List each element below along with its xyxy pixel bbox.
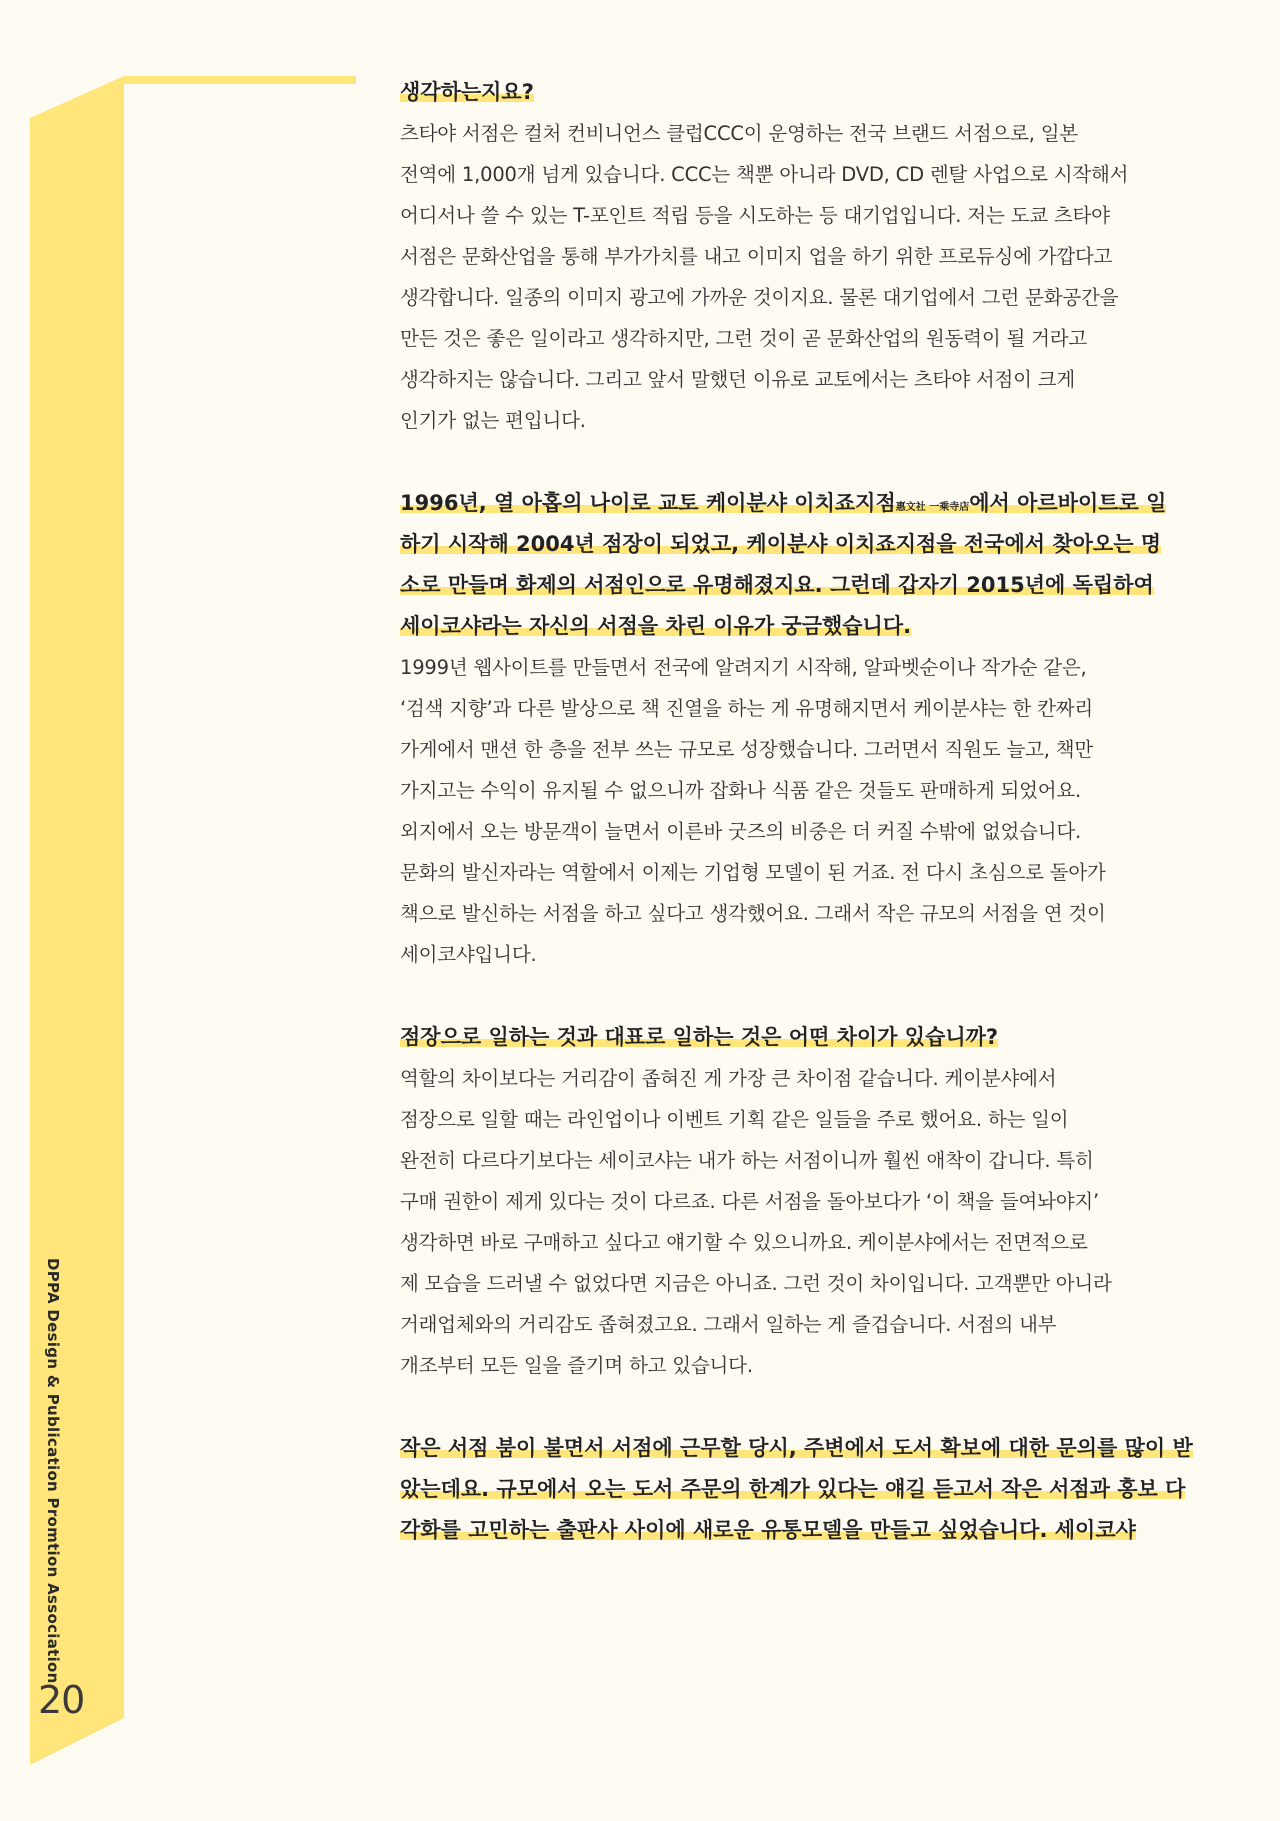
question-heading <box>400 491 1166 638</box>
section-1 <box>400 72 1220 441</box>
body-line: 제 모습을 드러낼 수 없었다면 지금은 아니죠. 그런 것이 차이입니다. 고객뿐만 아니라 <box>400 1272 1112 1295</box>
yellow-top-bar <box>124 76 356 84</box>
article-content <box>400 72 1220 1593</box>
body-line: 만든 것은 좋은 일이라고 생각하지만, 그런 것이 곧 문화산업의 원동력이 될 거라고 <box>400 327 1088 350</box>
body-line: 구매 권한이 제게 있다는 것이 다르죠. 다른 서점을 돌아보다가 ‘이 책을 들여놔야지’ <box>400 1190 1100 1213</box>
body-line: 외지에서 오는 방문객이 늘면서 이른바 굿즈의 비중은 더 커질 수밖에 없었습니다. <box>400 820 1082 843</box>
sidebar-association-label: DPPA Design & Publication Promtion Association <box>44 1258 62 1684</box>
body-line: 인기가 없는 편입니다. <box>400 409 586 432</box>
section-3 <box>400 1017 1220 1386</box>
body-line: 츠타야 서점은 컬처 컨비니언스 클럽CCC이 운영하는 전국 브랜드 서점으로, 일본 <box>400 122 1078 145</box>
body-line: 문화의 발신자라는 역할에서 이제는 기업형 모델이 된 거죠. 전 다시 초심으로 돌아가 <box>400 861 1106 884</box>
body-line: 생각하면 바로 구매하고 싶다고 얘기할 수 있으니까요. 케이분샤에서는 전면적으로 <box>400 1231 1088 1254</box>
body-line: 가게에서 맨션 한 층을 전부 쓰는 규모로 성장했습니다. 그러면서 직원도 늘고, 책만 <box>400 738 1094 761</box>
body-line: 책으로 발신하는 서점을 하고 싶다고 생각했어요. 그래서 작은 규모의 서점을 연 것이 <box>400 902 1106 925</box>
body-line: 생각합니다. 일종의 이미지 광고에 가까운 것이지요. 물론 대기업에서 그런 문화공간을 <box>400 286 1119 309</box>
question-heading: 작은 서점 붐이 불면서 서점에 근무할 당시, 주변에서 도서 확보에 대한 문의를 많이 받았는데요. 규모에서 오는 도서 주문의 한계가 있다는 얘길 듣고서 작은 서점과 홍보 다각화를 고민하는 출판사 사이에 새로운 유통모델을 만들고 싶었습니다. 세이코샤 <box>400 1436 1193 1542</box>
section-2 <box>400 483 1220 975</box>
body-line: 생각하지는 않습니다. 그리고 앞서 말했던 이유로 교토에서는 츠타야 서점이 크게 <box>400 368 1076 391</box>
question-heading-part-1: 1996년, 열 아홉의 나이로 교토 케이분샤 이치죠지점 <box>400 491 896 515</box>
body-line: 점장으로 일할 때는 라인업이나 이벤트 기획 같은 일들을 주로 했어요. 하는 일이 <box>400 1108 1069 1131</box>
body-line: 개조부터 모든 일을 즐기며 하고 있습니다. <box>400 1354 753 1377</box>
body-line: 1999년 웹사이트를 만들면서 전국에 알려지기 시작해, 알파벳순이나 작가순 같은, <box>400 656 1087 679</box>
question-heading-part-2: 에서 아르바이트로 일하기 시작해 2004년 점장이 되었고, 케이분샤 이치죠지점을 전국에서 찾아오는 명소로 만들며 화제의 서점인으로 유명해졌지요. 그런데 갑자기 2015년에 독립하여 세이코샤라는 자신의 서점을 차린 이유가 궁금했습니다. <box>400 491 1167 638</box>
question-heading: 생각하는지요? <box>400 80 534 104</box>
body-line: 완전히 다르다기보다는 세이코샤는 내가 하는 서점이니까 훨씬 애착이 갑니다. 특히 <box>400 1149 1094 1172</box>
page-number: 20 <box>38 1678 85 1722</box>
section-4 <box>400 1428 1220 1551</box>
body-line: ‘검색 지향’과 다른 발상으로 책 진열을 하는 게 유명해지면서 케이분샤는 한 칸짜리 <box>400 697 1094 720</box>
hanja-annotation: 惠文社 一乘寺店 <box>895 502 970 513</box>
body-line: 전역에 1,000개 넘게 있습니다. CCC는 책뿐 아니라 DVD, CD 렌탈 사업으로 시작해서 <box>400 163 1129 186</box>
body-line: 거래업체와의 거리감도 좁혀졌고요. 그래서 일하는 게 즐겁습니다. 서점의 내부 <box>400 1313 1057 1336</box>
body-line: 서점은 문화산업을 통해 부가가치를 내고 이미지 업을 하기 위한 프로듀싱에 가깝다고 <box>400 245 1113 268</box>
body-line: 역할의 차이보다는 거리감이 좁혀진 게 가장 큰 차이점 같습니다. 케이분샤에서 <box>400 1067 1057 1090</box>
question-heading: 점장으로 일하는 것과 대표로 일하는 것은 어떤 차이가 있습니까? <box>400 1025 999 1049</box>
body-line: 세이코샤입니다. <box>400 943 537 966</box>
body-line: 어디서나 쓸 수 있는 T-포인트 적립 등을 시도하는 등 대기업입니다. 저는 도쿄 츠타야 <box>400 204 1110 227</box>
body-line: 가지고는 수익이 유지될 수 없으니까 잡화나 식품 같은 것들도 판매하게 되었어요. <box>400 779 1082 802</box>
